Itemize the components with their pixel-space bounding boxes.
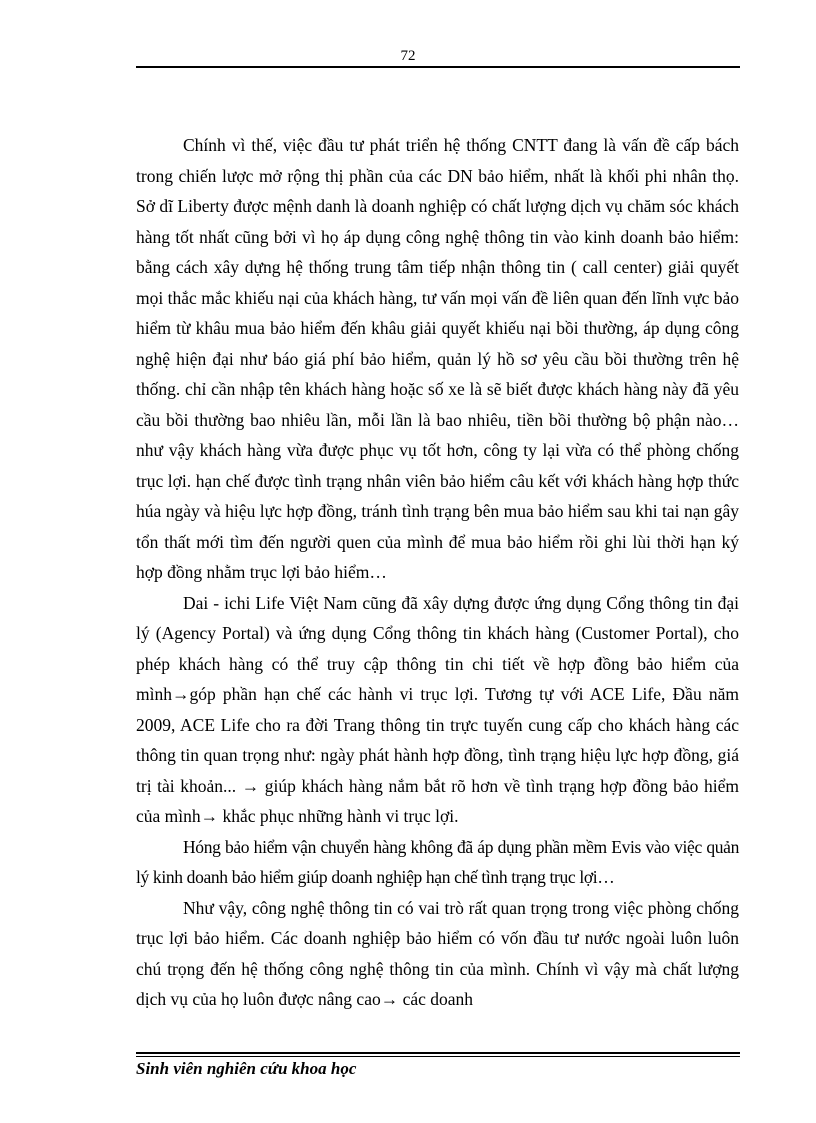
- document-body: [136, 130, 739, 1015]
- paragraph: Như vậy, công nghệ thông tin có vai trò rất quan trọng trong việc phòng chống trục lợi bảo hiểm. Các doanh nghiệp bảo hiểm có vốn đầu tư nước ngoài luôn luôn chú trọng đến hệ thống công nghệ thông tin của mình. Chính vì vậy mà chất lượng dịch vụ của họ luôn được nâng cao→ các doanh: [136, 897, 739, 1009]
- footer-rule-thin: [136, 1056, 740, 1057]
- paragraph: Chính vì thế, việc đầu tư phát triển hệ thống CNTT đang là vấn đề cấp bách trong chiến lược mở rộng thị phần của các DN bảo hiểm, nhất là khối phi nhân thọ. Sở dĩ Liberty được mệnh danh là doanh nghiệp có chất lượng dịch vụ chăm sóc khách hàng tốt nhất cũng bởi vì họ áp dụng công nghệ thông tin vào kinh doanh bảo hiểm: bằng cách xây dựng hệ thống trung tâm tiếp nhận thông tin ( call center) giải quyết mọi thắc mắc khiếu nại của khách hàng, tư vấn mọi vấn đề liên quan đến lĩnh vực bảo hiểm từ khâu mua bảo hiểm đến khâu giải quyết khiếu nại bồi thường, áp dụng công nghệ hiện đại như báo giá phí bảo hiểm, quản lý hồ sơ yêu cầu bồi thường trên hệ thống. chỉ cần nhập tên khách hàng hoặc số xe là sẽ biết được khách hàng này đã yêu cầu bồi thường bao nhiêu lần, mỗi lần là bao nhiêu, tiền bồi thường bộ phận nào… như vậy khách hàng vừa được phục vụ tốt hơn, công ty lại vừa có thể phòng chống trục lợi. hạn chế được tình trạng nhân viên bảo hiểm câu kết với khách hàng hợp thức húa ngày và hiệu lực hợp đồng, tránh tình trạng bên mua bảo hiểm sau khi tai nạn gây tổn thất mới tìm đến người quen của mình để mua bảo hiểm rồi ghi lùi thời hạn ký hợp đồng nhằm trục lợi bảo hiểm…: [136, 135, 739, 582]
- footer-text: Sinh viên nghiên cứu khoa học: [136, 1059, 357, 1078]
- footer-rule: [136, 1052, 740, 1054]
- paragraph: Dai - ichi Life Việt Nam cũng đã xây dựng được ứng dụng Cổng thông tin đại lý (Agency Portal) và ứng dụng Cổng thông tin khách hàng (Customer Portal), cho phép khách hàng có thể truy cập thông tin chi tiết về hợp đồng bảo hiểm của mình→góp phần hạn chế các hành vi trục lợi. Tương tự với ACE Life, Đầu năm 2009, ACE Life cho ra đời Trang thông tin trực tuyến cung cấp cho khách hàng các thông tin quan trọng như: ngày phát hành hợp đồng, tình trạng hiệu lực hợp đồng, giá trị tài khoản... → giúp khách hàng nắm bắt rõ hơn về tình trạng hợp đồng bảo hiểm của mình→ khắc phục những hành vi trục lợi.: [136, 592, 739, 826]
- paragraph: Hóng bảo hiểm vận chuyển hàng không đã áp dụng phần mềm Evis vào việc quản lý kinh doanh bảo hiểm giúp doanh nghiệp hạn chế tình trạng trục lợi…: [136, 836, 739, 887]
- header-rule: [136, 66, 740, 68]
- page-number: 72: [400, 48, 416, 64]
